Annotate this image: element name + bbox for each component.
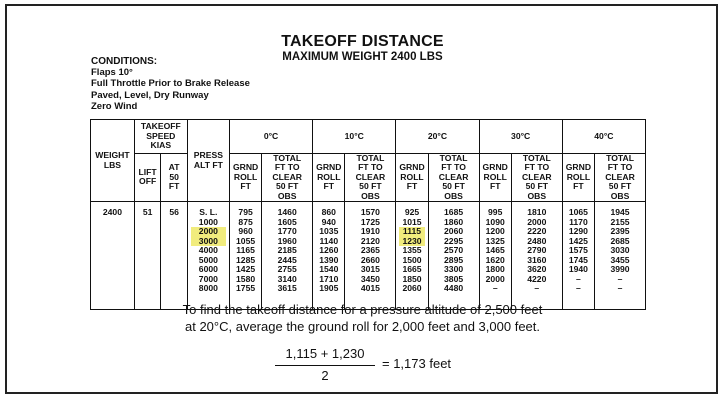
total-distance-value: 2445: [277, 254, 297, 265]
total-distance-value: 3140: [277, 273, 297, 284]
total-distance-value: 2000: [527, 216, 547, 227]
ground-roll-value: 1575: [568, 245, 588, 255]
ground-roll-value: 2000: [485, 273, 505, 284]
ground-roll-value: 1200: [485, 226, 505, 236]
total-distance-value: 4480: [444, 283, 464, 293]
temp-header-40c: 40°C: [562, 120, 645, 154]
conditions-heading: CONDITIONS:: [91, 56, 158, 67]
total-distance-value: 2895: [444, 254, 464, 265]
total-distance-value: 2220: [527, 226, 547, 236]
total-distance-value: 2480: [527, 235, 547, 246]
ground-roll-value: 1355: [402, 245, 422, 255]
total-distance-value: 2685: [610, 235, 630, 246]
takeoff-speed-header-text: TAKEOFF SPEED KIAS: [140, 121, 181, 150]
ground-roll-value: 795: [238, 207, 253, 217]
gnd-roll-header: GRND ROLL FT: [479, 153, 511, 202]
fraction-bar: [275, 365, 375, 366]
total-distance-value: 1725: [360, 216, 380, 227]
total-distance-value: 1910: [360, 226, 380, 236]
ground-roll-value: –: [492, 283, 498, 293]
ground-roll-value: 2060: [402, 283, 422, 293]
total-header: TOTAL FT TO CLEAR 50 FT OBS: [428, 153, 479, 202]
explanation-text: [0, 301, 725, 335]
pressure-altitude-value: 2000: [191, 227, 226, 237]
total-distance-value: 3990: [610, 264, 630, 274]
total-distance-value: 2185: [277, 245, 297, 255]
total-column-40c: [595, 202, 646, 310]
ground-roll-value: 1230: [399, 237, 424, 247]
ground-roll-value: –: [576, 273, 581, 284]
total-distance-value: 4015: [360, 283, 380, 293]
at-50ft-header-text: AT 50 FT: [168, 162, 180, 191]
ground-roll-value: 1850: [402, 273, 422, 284]
ground-roll-value: 1540: [319, 264, 339, 274]
total-distance-value: 2570: [444, 245, 464, 255]
condition-line: Full Throttle Prior to Brake Release: [91, 78, 250, 90]
lift-off-value: 51: [134, 202, 161, 310]
total-distance-value: 2295: [444, 235, 464, 246]
total-distance-value: 1945: [610, 207, 630, 217]
total-distance-value: 1570: [360, 207, 380, 217]
total-distance-value: 2660: [360, 254, 380, 265]
total-distance-value: 2395: [610, 226, 630, 236]
chart-title: TAKEOFF DISTANCE: [281, 33, 444, 50]
condition-line: Paved, Level, Dry Runway: [91, 89, 209, 101]
ground-roll-value: 1055: [236, 235, 256, 246]
total-distance-value: 2755: [277, 264, 297, 274]
total-distance-value: 2060: [444, 226, 464, 236]
total-distance-value: 3015: [360, 264, 380, 274]
ground-roll-value: 1665: [402, 264, 422, 274]
ground-roll-value: 1710: [319, 273, 339, 284]
total-distance-value: 4220: [527, 273, 547, 284]
gnd-roll-header: GRND ROLL FT: [562, 153, 594, 202]
condition-line: Zero Wind: [91, 100, 138, 112]
weight-header-text: WEIGHT LBS: [95, 150, 130, 170]
ground-roll-value: 860: [321, 207, 336, 217]
pressure-altitude-value: 5000: [198, 254, 218, 265]
ground-roll-value: 1140: [319, 235, 339, 246]
pressure-altitude-value: 3000: [191, 237, 226, 247]
ground-roll-value: 1260: [319, 245, 339, 255]
total-header: TOTAL FT TO CLEAR 50 FT OBS: [345, 153, 396, 202]
total-distance-value: 3300: [444, 264, 464, 274]
takeoff-distance-table: [90, 119, 646, 310]
weight-header: [91, 120, 135, 202]
pressure-altitude-value: S. L.: [199, 207, 218, 217]
fraction-numerator: 1,115 + 1,230: [285, 346, 365, 361]
total-distance-value: 1770: [277, 226, 297, 236]
total-header: TOTAL FT TO CLEAR 50 FT OBS: [595, 153, 646, 202]
lift-off-header: [134, 153, 161, 202]
temp-header-10c: 10°C: [313, 120, 396, 154]
chart-subtitle: MAXIMUM WEIGHT 2400 LBS: [282, 51, 443, 63]
total-distance-value: 3160: [527, 254, 547, 265]
lift-off-header-text: LIFT OFF: [138, 166, 157, 187]
gnd-roll-header: GRND ROLL FT: [396, 153, 428, 202]
ground-roll-value: 940: [321, 216, 336, 227]
ground-roll-value: 1905: [319, 283, 339, 293]
total-distance-value: 3455: [610, 254, 630, 265]
pressure-altitude-value: 4000: [198, 245, 218, 255]
ground-roll-value: 1500: [402, 254, 422, 265]
explanation-line-1: To find the takeoff distance for a pressure altitude of 2,500 feet: [182, 302, 543, 317]
total-distance-value: 2120: [360, 235, 380, 246]
ground-roll-value: 1015: [402, 216, 422, 227]
takeoff-speed-header: [134, 120, 187, 154]
ground-roll-value: 1290: [568, 226, 588, 236]
total-distance-value: 3620: [527, 264, 547, 274]
ground-roll-value: 1035: [319, 226, 339, 236]
ground-roll-value: 1425: [236, 264, 256, 274]
total-distance-value: 1685: [444, 207, 464, 217]
gnd-roll-header: GRND ROLL FT: [229, 153, 261, 202]
ground-roll-value: 1170: [569, 216, 588, 227]
ground-roll-value: 1090: [485, 216, 505, 227]
gnd-roll-column-40c: [562, 202, 594, 310]
fraction-denominator: 2: [321, 368, 329, 383]
pressure-altitude-value: 8000: [198, 283, 218, 293]
formula-result: = 1,173 feet: [382, 356, 452, 371]
ground-roll-value: 1755: [236, 283, 256, 293]
ground-roll-value: 1800: [485, 264, 505, 274]
gnd-roll-column-30c: [479, 202, 511, 310]
fraction: [270, 346, 380, 383]
ground-roll-value: 960: [238, 226, 253, 236]
ground-roll-value: 1285: [236, 254, 256, 265]
weight-value: 2400: [91, 202, 135, 310]
total-header: TOTAL FT TO CLEAR 50 FT OBS: [511, 153, 562, 202]
ground-roll-value: 1425: [568, 235, 588, 246]
ground-roll-value: 1465: [485, 245, 505, 255]
total-distance-value: 3805: [444, 273, 464, 284]
gnd-roll-column-10c: [313, 202, 345, 310]
ground-roll-value: 1165: [236, 245, 255, 255]
press-alt-header-text: PRESS ALT FT: [193, 150, 223, 170]
total-distance-value: –: [534, 283, 540, 293]
ground-roll-value: 1390: [319, 254, 339, 265]
pressure-altitude-value: 1000: [198, 216, 218, 227]
total-column-20c: [428, 202, 479, 310]
ground-roll-value: 1115: [399, 227, 424, 237]
ground-roll-value: 1745: [568, 254, 588, 265]
total-distance-value: 1460: [277, 207, 297, 217]
ground-roll-value: 1065: [568, 207, 588, 217]
total-distance-value: 3615: [277, 283, 297, 293]
temp-header-0c: 0°C: [229, 120, 312, 154]
at-50ft-header: [161, 153, 187, 202]
total-distance-value: –: [617, 283, 623, 293]
total-distance-value: 2790: [527, 245, 547, 255]
total-column-30c: [511, 202, 562, 310]
total-distance-value: 1960: [277, 235, 297, 246]
total-column-0c: [262, 202, 313, 310]
gnd-roll-column-0c: [229, 202, 261, 310]
at-50ft-value: 56: [161, 202, 187, 310]
pressure-altitude-value: 6000: [198, 264, 218, 274]
total-distance-value: 1605: [277, 216, 297, 227]
total-distance-value: 2365: [360, 245, 380, 255]
ground-roll-value: 875: [238, 216, 253, 227]
total-distance-value: 3030: [610, 245, 630, 255]
total-distance-value: 3450: [360, 273, 380, 284]
total-distance-value: 1860: [444, 216, 464, 227]
gnd-roll-column-20c: [396, 202, 428, 310]
condition-line: Flaps 10°: [91, 67, 133, 79]
ground-roll-value: 1580: [236, 273, 256, 284]
ground-roll-value: 1325: [485, 235, 505, 246]
total-column-10c: [345, 202, 396, 310]
ground-roll-value: 1940: [568, 264, 588, 274]
total-distance-value: 1810: [527, 207, 547, 217]
temp-header-20c: 20°C: [396, 120, 479, 154]
total-distance-value: –: [617, 273, 623, 284]
ground-roll-value: 1620: [485, 254, 505, 265]
ground-roll-value: 995: [488, 207, 503, 217]
ground-roll-value: 925: [404, 207, 420, 217]
conditions-block: [91, 56, 250, 112]
gnd-roll-header: GRND ROLL FT: [313, 153, 345, 202]
ground-roll-value: –: [576, 283, 581, 293]
total-header: TOTAL FT TO CLEAR 50 FT OBS: [262, 153, 313, 202]
temp-header-30c: 30°C: [479, 120, 562, 154]
total-distance-value: 2155: [610, 216, 630, 227]
press-alt-column: [187, 202, 229, 310]
pressure-altitude-value: 7000: [198, 273, 218, 284]
explanation-line-2: at 20°C, average the ground roll for 2,000 feet and 3,000 feet.: [185, 319, 540, 334]
press-alt-header: [187, 120, 229, 202]
